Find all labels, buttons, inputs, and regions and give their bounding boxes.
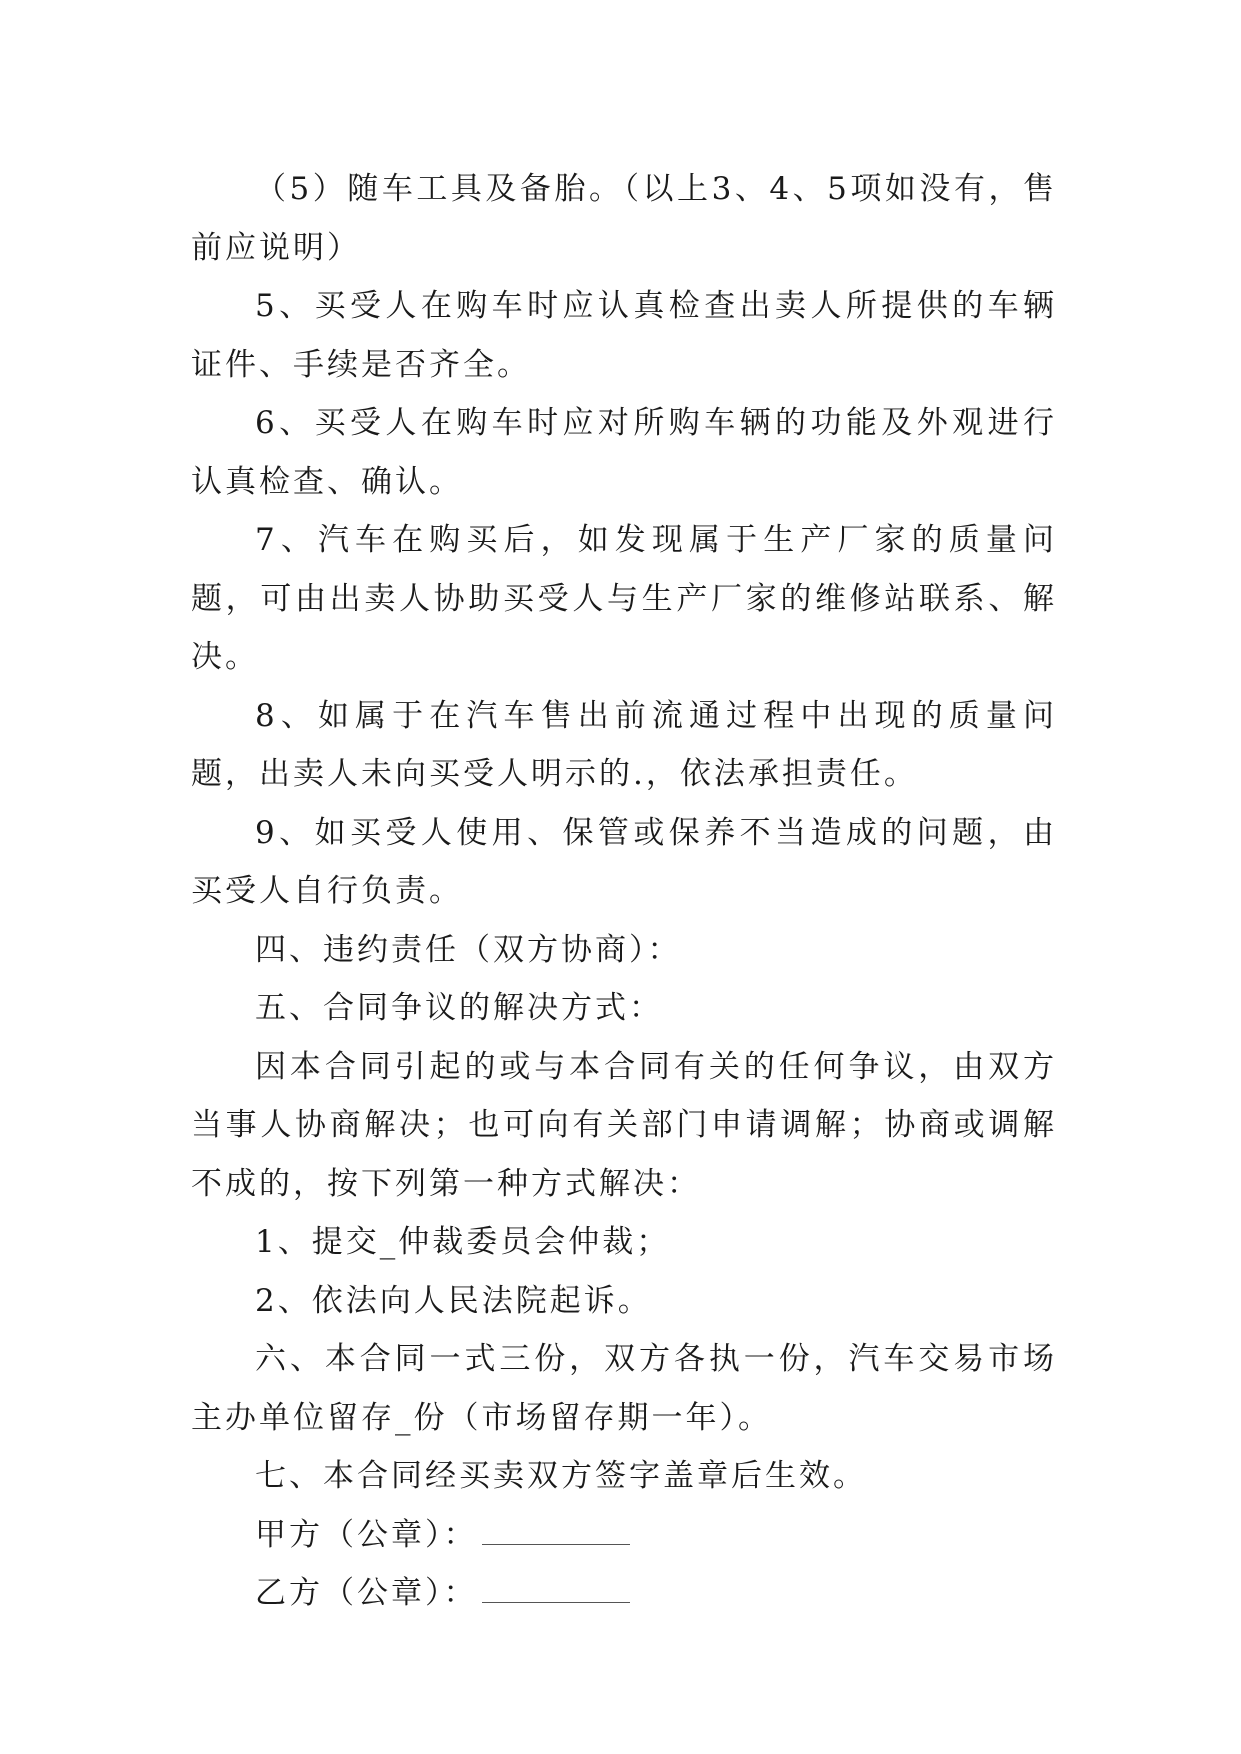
paragraph-effectiveness: 七、本合同经买卖双方签字盖章后生效。	[255, 1458, 867, 1494]
party-b-label: 乙方（公章）：	[255, 1575, 478, 1611]
paragraph-dispute-resolution: 因本合同引起的或与本合同有关的任何争议，由双方当事人协商解决；也可向有关部门申请调解；协商或调解不成的，按下列第一种方式解决：	[191, 1048, 1057, 1202]
signature-line-party-b	[191, 1564, 1057, 1623]
document-body	[191, 160, 1057, 1623]
party-a-label: 甲方（公章）：	[255, 1516, 478, 1553]
paragraph-clause-9: 9、如买受人使用、保管或保养不当造成的问题，由买受人自行负责。	[191, 814, 1057, 909]
paragraph-arbitration-option: 1、提交_仲裁委员会仲裁；	[255, 1224, 671, 1260]
section-heading-breach-liability: 四、违约责任（双方协商）：	[255, 931, 682, 968]
party-b-signature-blank	[482, 1572, 630, 1603]
paragraph-clause-5: 5、买受人在购车时应认真检查出卖人所提供的车辆证件、手续是否齐全。	[191, 288, 1057, 383]
paragraph-litigation-option: 2、依法向人民法院起诉。	[255, 1282, 652, 1319]
paragraph-copies: 六、本合同一式三份，双方各执一份，汽车交易市场主办单位留存_份（市场留存期一年）。	[191, 1341, 1057, 1436]
paragraph-clause-8: 8、如属于在汽车售出前流通过程中出现的质量问题，出卖人未向买受人明示的.，依法承担责任。	[191, 697, 1057, 792]
party-a-signature-blank	[482, 1514, 630, 1545]
section-heading-dispute-resolution: 五、合同争议的解决方式：	[255, 990, 663, 1026]
paragraph-tools-spare-tire: （5）随车工具及备胎。（以上3、4、5项如没有，售前应说明）	[191, 171, 1057, 266]
paragraph-clause-7: 7、汽车在购买后，如发现属于生产厂家的质量问题，可由出卖人协助买受人与生产厂家的维修站联系、解决。	[191, 522, 1057, 675]
signature-line-party-a	[191, 1506, 1057, 1565]
paragraph-clause-6: 6、买受人在购车时应对所购车辆的功能及外观进行认真检查、确认。	[191, 405, 1057, 500]
